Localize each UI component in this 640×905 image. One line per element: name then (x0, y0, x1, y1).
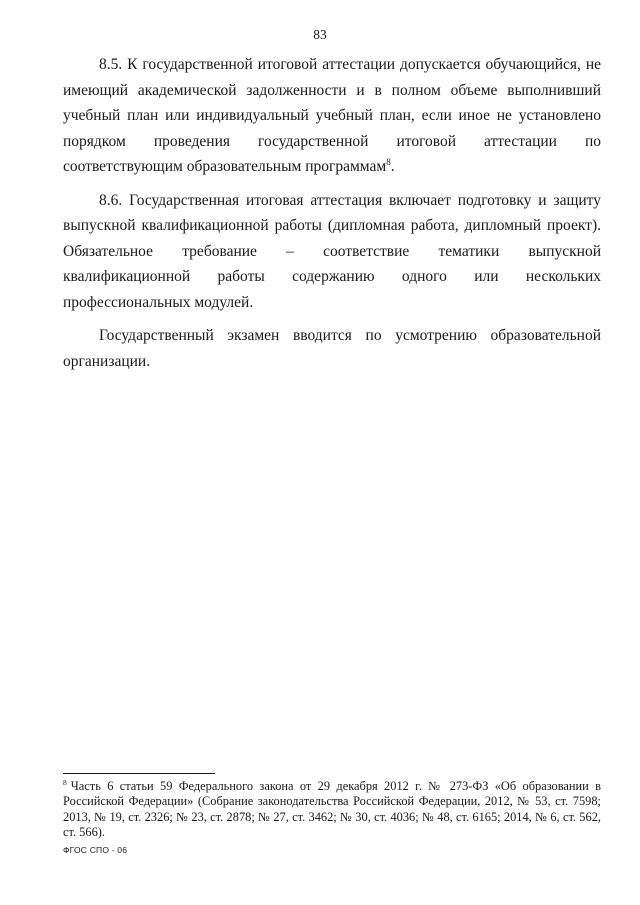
paragraph-text: 8.5. К государственной итоговой аттестации допускается обучающийся, не имеющий академической задолженности и в полном объеме выполнивший учебный план или индивидуальный учебный план, если иное не установлено порядком проведения государственной итоговой аттестации по соответствующим образовательным программам (63, 56, 601, 175)
paragraph-tail: . (390, 158, 395, 175)
footnote-mark: 8 (63, 777, 67, 787)
page-number: 83 (313, 27, 327, 42)
document-body (63, 52, 601, 382)
paragraph-state-exam: Государственный экзамен вводится по усмотрению образовательной организации. (63, 327, 601, 370)
footnote-text: Часть 6 статьи 59 Федерального закона от 29 декабря 2012 г. № 273-ФЗ «Об образовании в Российской Федерации» (Собрание законодательства Российской Федерации, 2012, № 53, ст. 7598; 2013, № 19, ст. 2326; № 23, ст. 2878; № 27, ст. 3462; № 30, ст. 4036; № 48, ст. 6165; 2014, № 6, ст. 562, ст. 566). (63, 779, 601, 840)
paragraph-8-6: 8.6. Государственная итоговая аттестация включает подготовку и защиту выпускной квалификационной работы (дипломная работа, дипломный проект). Обязательное требование – соответствие тематики выпускной квалификационной работы содержанию одного или нескольких профессиональных модулей. (63, 191, 601, 311)
paragraph-8-5 (63, 52, 601, 180)
footnote-reference: 8 (386, 156, 391, 167)
footnote (63, 779, 601, 841)
footnote-divider (63, 773, 215, 774)
document-code: ФГОС СПО - 06 (63, 845, 128, 855)
